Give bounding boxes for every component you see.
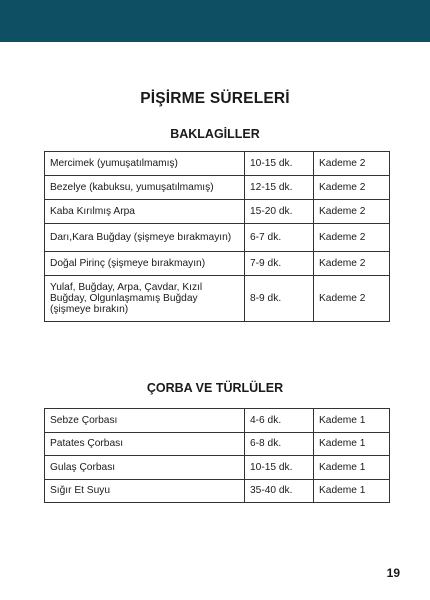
dish-name: Gulaş Çorbası <box>45 456 245 480</box>
section-heading-soups: ÇORBA VE TÜRLÜLER <box>146 381 284 395</box>
dish-name: Mercimek (yumuşatılmamış) <box>45 152 245 176</box>
table-row <box>45 409 390 433</box>
cooking-time: 10-15 dk. <box>245 456 314 480</box>
cooking-time: 4-6 dk. <box>245 409 314 433</box>
table-row <box>45 252 390 276</box>
dish-name: Doğal Pirinç (şişmeye bırakmayın) <box>45 252 245 276</box>
page-title: PİŞİRME SÜRELERİ <box>140 90 290 107</box>
header-band <box>0 0 430 42</box>
cooking-level: Kademe 1 <box>314 456 390 480</box>
cooking-level: Kademe 1 <box>314 432 390 456</box>
page-number: 19 <box>386 566 400 580</box>
cooking-level: Kademe 2 <box>314 200 390 224</box>
table-row <box>45 176 390 200</box>
dish-name: Patates Çorbası <box>45 432 245 456</box>
dish-name: Sığır Et Suyu <box>45 479 245 503</box>
cooking-level: Kademe 1 <box>314 479 390 503</box>
cooking-time: 6-7 dk. <box>245 224 314 252</box>
cooking-time: 6-8 dk. <box>245 432 314 456</box>
table-row <box>45 276 390 322</box>
cooking-time: 35-40 dk. <box>245 479 314 503</box>
cooking-level: Kademe 2 <box>314 224 390 252</box>
cooking-level: Kademe 2 <box>314 252 390 276</box>
table-row <box>45 200 390 224</box>
table-row <box>45 224 390 252</box>
cooking-level: Kademe 1 <box>314 409 390 433</box>
cooking-time: 12-15 dk. <box>245 176 314 200</box>
table-row <box>45 479 390 503</box>
cooking-time: 8-9 dk. <box>245 276 314 322</box>
table-row <box>45 456 390 480</box>
legumes-table <box>44 151 390 322</box>
dish-name: Bezelye (kabuksu, yumuşatılmamış) <box>45 176 245 200</box>
dish-name: Darı,Kara Buğday (şişmeye bırakmayın) <box>45 224 245 252</box>
section-heading-legumes: BAKLAGİLLER <box>170 127 260 141</box>
table-row <box>45 152 390 176</box>
soups-table <box>44 408 390 503</box>
cooking-time: 7-9 dk. <box>245 252 314 276</box>
dish-name: Yulaf, Buğday, Arpa, Çavdar, Kızıl Buğday, Olgunlaşmamış Buğday (şişmeye bırakın) <box>45 276 245 322</box>
cooking-level: Kademe 2 <box>314 276 390 322</box>
cooking-time: 10-15 dk. <box>245 152 314 176</box>
cooking-time: 15-20 dk. <box>245 200 314 224</box>
table-row <box>45 432 390 456</box>
cooking-level: Kademe 2 <box>314 152 390 176</box>
dish-name: Kaba Kırılmış Arpa <box>45 200 245 224</box>
dish-name: Sebze Çorbası <box>45 409 245 433</box>
cooking-level: Kademe 2 <box>314 176 390 200</box>
